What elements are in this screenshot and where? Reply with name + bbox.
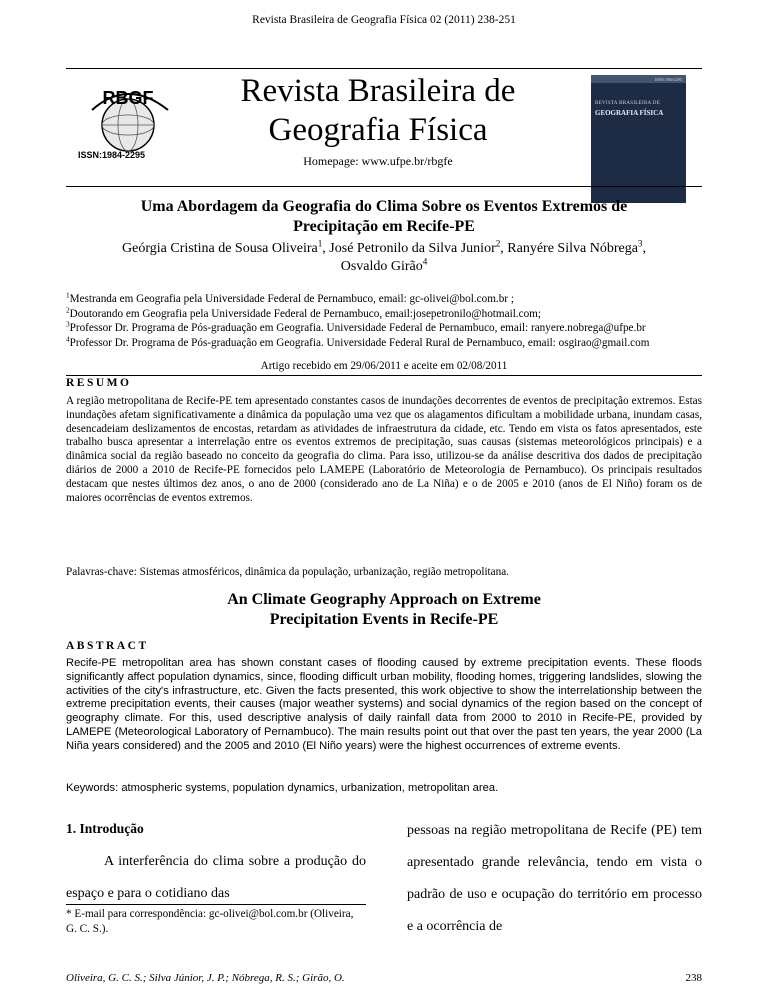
article-title-pt-line1: Uma Abordagem da Geografia do Clima Sobre os Eventos Extremos de bbox=[140, 198, 628, 215]
issn: ISSN:1984-2295 bbox=[78, 150, 146, 160]
masthead-rule bbox=[66, 186, 702, 187]
article-title-en-line1: An Climate Geography Approach on Extreme bbox=[227, 591, 541, 608]
author-2-mark: 2 bbox=[495, 238, 501, 249]
affiliation-4: $^4$Professor Dr. Programa de Pós-graduação em Geografia. Universidade Federal Rural de Pernambuco, email: osgirao@gmail.com bbox=[66, 334, 650, 349]
affiliation-1: $^1$Mestranda em Geografia pela Universidade Federal de Pernambuco, email: gc-olivei@bol.com.br ; bbox=[66, 291, 514, 305]
cover-issn: ISSN 1984-2295 bbox=[654, 77, 682, 82]
author-3-mark: 3 bbox=[637, 238, 643, 249]
affiliation-2: $^2$Doutorando em Geografia pela Universidade Federal de Pernambuco, email:josepetronilo@hotmail.com; bbox=[66, 305, 541, 320]
correspondence-footnote: * E-mail para correspondência: gc-olivei@bol.com.br (Oliveira, G. C. S.). bbox=[66, 908, 354, 935]
running-head: Revista Brasileira de Geografia Física 02 (2011) 238-251 bbox=[252, 14, 516, 26]
affiliation-3: $^3$Professor Dr. Programa de Pós-graduação em Geografia. Universidade Federal de Pernambuco, email: ranyere.nobrega@ufpe.br bbox=[66, 320, 646, 334]
received-rule bbox=[66, 375, 702, 376]
palavras-chave: Palavras-chave: Sistemas atmosféricos, dinâmica da população, urbanização, região metropolitana. bbox=[66, 566, 509, 578]
journal-name-line1: Revista Brasileira de bbox=[240, 73, 516, 109]
author-1: Geórgia Cristina de Sousa Oliveira bbox=[122, 241, 318, 256]
journal-logo bbox=[78, 80, 186, 160]
author-3: Ranyére Silva Nóbrega bbox=[507, 241, 638, 256]
footer-authors: Oliveira, G. C. S.; Silva Júnior, J. P.; Nóbrega, R. S.; Girão, O. bbox=[66, 972, 345, 984]
received-date: Artigo recebido em 29/06/2011 e aceite em 02/08/2011 bbox=[260, 360, 508, 372]
author-4-mark: 4 bbox=[422, 256, 428, 267]
article-title-pt bbox=[66, 197, 702, 237]
affiliations bbox=[66, 292, 702, 350]
author-2: José Petronilo da Silva Junior bbox=[329, 241, 496, 256]
abstract-body: Recife-PE metropolitan area has shown constant cases of flooding caused by extreme precipitation events. These floods significantly affect population dynamics, since, flooding difficult urban mobility, flooding homes, triggering landslides, slowing the activities of the city's infrastructure, etc. Given the facts presented, this work objective to show the interrelationship between the extreme precipitation events, their causes (major weather systems) and social dynamics of the region based on the concept of geography climate. For this, used descriptive analysis of daily rainfall data from 2000 to 2010 in Recife-PE, provided by LAMEPE (Meteorological Laboratory of Pernambuco). The main results point out that over the past ten years, the year 2000 (La Niña years considered) and the 2005 and 2010 (El Niño years) were the highest occurrences of extreme events. bbox=[66, 657, 702, 752]
journal-name-line2: Geografia Física bbox=[268, 112, 488, 148]
author-4: Osvaldo Girão bbox=[340, 259, 423, 274]
author-1-mark: 1 bbox=[317, 238, 323, 249]
resumo-heading: RESUMO bbox=[66, 377, 132, 389]
intro-text-right: pessoas na região metropolitana de Recife (PE) tem apresentado grande relevância, tendo em vista o padrão de uso e ocupação do território em processo e a ocorrência de bbox=[407, 823, 702, 934]
article-title-en bbox=[66, 590, 702, 630]
logo-text: RBGF bbox=[102, 88, 154, 108]
journal-cover-thumbnail bbox=[591, 75, 686, 203]
journal-name bbox=[188, 72, 568, 150]
journal-homepage[interactable]: Homepage: www.ufpe.br/rbgfe bbox=[303, 154, 453, 168]
intro-text-left: A interferência do clima sobre a produção do espaço e para o cotidiano das bbox=[66, 854, 366, 901]
page-number: 238 bbox=[685, 972, 702, 984]
article-title-en-line2: Precipitation Events in Recife-PE bbox=[269, 611, 499, 628]
author-list: Geórgia Cristina de Sousa Oliveira$^1$, José Petronilo da Silva Junior$^2$, Ranyére Silva Nóbrega$^3$, Osvaldo Girão$^4$ bbox=[122, 238, 646, 274]
resumo-body: A região metropolitana de Recife-PE tem apresentado constantes casos de inundações decorrentes de eventos de precipitação extremos. Estas inundações afetam significativamente a dinâmica da população uma vez que os alagamentos dificultam a mobilidade urbana, inundam casas, desencadeiam deslizamentos de encostas, retardam as atividades de infraestrutura da cidade, etc. Tendo em vista os fatos apresentados, este trabalho busca apresentar a interrelação entre os eventos extremos de precipitação, suas causas (sistemas meteorológicos principais) e a dinâmica social da região baseado no conceito da geografia do clima. Para isso, utilizou-se da análise descritiva dos dados de precipitação diários de 2000 a 2010 de Recife-PE fornecidos pelo LAMEPE (Laboratório de Meteorologia de Pernambuco). Os principais resultados destacam que nestes últimos dez anos, o ano de 2000 (considerado ano de La Niña) e o de 2005 e 2010 (anos de El Niño) foram os de maiores ocorrências de eventos extremos. bbox=[66, 395, 702, 504]
intro-heading: 1. Introdução bbox=[66, 821, 144, 836]
header-rule bbox=[66, 68, 702, 69]
cover-title: GEOGRAFIA FÍSICA bbox=[595, 109, 664, 117]
keywords: Keywords: atmospheric systems, population dynamics, urbanization, metropolitan area. bbox=[66, 782, 499, 794]
abstract-heading: ABSTRACT bbox=[66, 640, 149, 652]
cover-subtitle: REVISTA BRASILEIRA DE bbox=[595, 101, 661, 106]
article-title-pt-line2: Precipitação em Recife-PE bbox=[293, 218, 475, 235]
footnote-rule bbox=[66, 904, 366, 905]
